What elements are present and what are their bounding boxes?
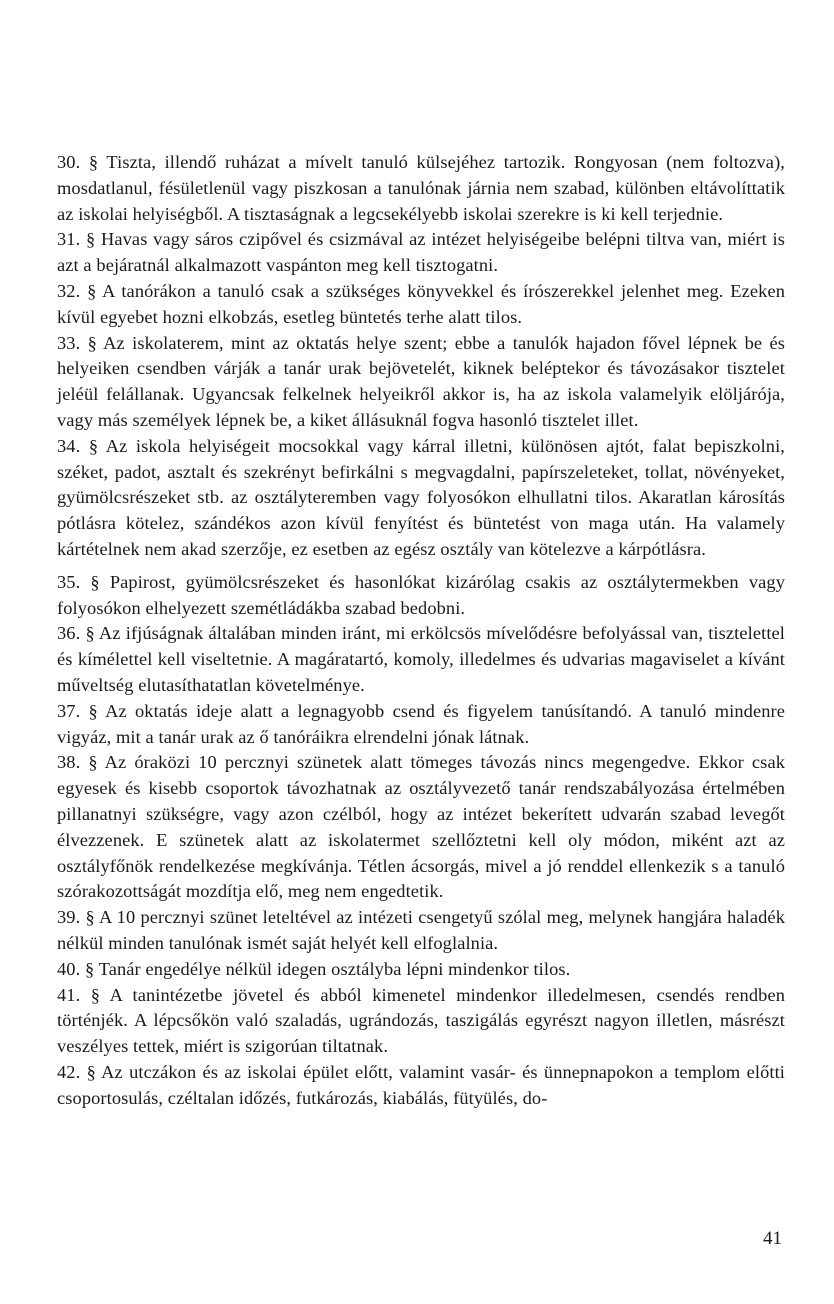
paragraph-38: 38. § Az óraközi 10 percznyi szünetek alatt tömeges távozás nincs megengedve. Ekkor csak egyesek és kisebb csoportok távozhatnak az osztályvezető tanár rendszabályozása értelmében pillanatnyi szükségre, vagy azon czélból, hogy az intézet bekerített udvarán szabad levegőt élvezzenek. E szünetek alatt az iskolatermet szellőztetni kell oly módon, miként azt az osztályfőnök rendelkezése megkívánja. Tétlen ácsorgás, mivel a jó renddel ellenkezik s a tanuló szórakozottságát mozdítja elő, meg nem engedtetik. [57,752,785,902]
paragraph-42: 42. § Az utczákon és az iskolai épület előtt, valamint vasár- és ünnepnapokon a templom előtti csoportosulás, czéltalan időzés, futkározás, kiabálás, fütyülés, do- [57,1061,785,1108]
page-number: 41 [763,1228,782,1249]
body-text [57,150,785,1111]
paragraph-41: 41. § A tanintézetbe jövetel és abból kimenetel mindenkor illedelmesen, csendés rendben történjék. A lépcsőkön való szaladás, ugrándozás, taszigálás egyrészt nagyon illetlen, másrészt veszélyes tettek, miért is szigorúan tiltatnak. [57,984,785,1057]
paragraph-32: 32. § A tanórákon a tanuló csak a szükséges könyvekkel és írószerekkel jelenhet meg. Ezeken kívül egyebet hozni elkobzás, esetleg büntetés terhe alatt tilos. [57,280,785,327]
paragraph-37: 37. § Az oktatás ideje alatt a legnagyobb csend és figyelem tanúsítandó. A tanuló mindenre vigyáz, mit a tanár urak az ő tanóráikra elrendelni jónak látnak. [57,700,785,747]
paragraph-35: 35. § Papirost, gyümölcsrészeket és hasonlókat kizárólag csakis az osztálytermekben vagy folyosókon elhelyezett szemétládákba szabad bedobni. [57,571,785,618]
paragraph-34: 34. § Az iskola helyiségeit mocsokkal vagy kárral illetni, különösen ajtót, falat bepiszkolni, széket, padot, asztalt és szekrényt befirkálni s megvagdalni, papírszeleteket, tollat, növényeket, gyümölcsrészeket stb. az osztályteremben vagy folyosókon elhullatni tilos. Akaratlan károsítás pótlásra kötelez, szándékos azon kívül fenyítést és büntetést von maga után. Ha valamely kártételnek nem akad szerzője, ez esetben az egész osztály van kötelezve a kárpótlásra. [57,435,785,559]
paragraph-33: 33. § Az iskolaterem, mint az oktatás helye szent; ebbe a tanulók hajadon fővel lépnek be és helyeiken csendben várják a tanár urak bejövetelét, kiknek beléptekor és távozásakor tisztelet jeléül felállanak. Ugyancsak felkelnek helyeikről akkor is, ha az iskola valamelyik elöljárója, vagy más személyek lépnek be, a kiket állásuknál fogva hasonló tisztelet illet. [57,332,785,430]
paragraph-36: 36. § Az ifjúságnak általában minden iránt, mi erkölcsös mívelődésre befolyással van, tisztelettel és kímélettel kell viseltetnie. A magáratartó, komoly, illedelmes és udvarias magaviselet a kívánt műveltség elutasíthatatlan követelménye. [57,623,785,695]
paragraph-30: 30. § Tiszta, illendő ruházat a mívelt tanuló külsejéhez tartozik. Rongyosan (nem foltozva), mosdatlanul, fésületlenül vagy piszkosan a tanulónak járnia nem szabad, különben eltávolíttatik az iskolai helyiségből. A tisztaságnak a legcsekélyebb iskolai szerekre is ki kell terjednie. [57,152,785,224]
paragraph-39: 39. § A 10 percznyi szünet leteltével az intézeti csengetyű szólal meg, melynek hangjára haladék nélkül minden tanulónak ismét saját helyét kell elfoglalnia. [57,907,785,953]
paragraph-gap [57,563,785,570]
paragraph-40: 40. § Tanár engedélye nélkül idegen osztályba lépni mindenkor tilos. [57,958,571,979]
paragraph-31: 31. § Havas vagy sáros czipővel és csizmával az intézet helyiségeibe belépni tiltva van, miért is azt a bejáratnál alkalmazott vaspánton meg kell tisztogatni. [57,229,785,276]
